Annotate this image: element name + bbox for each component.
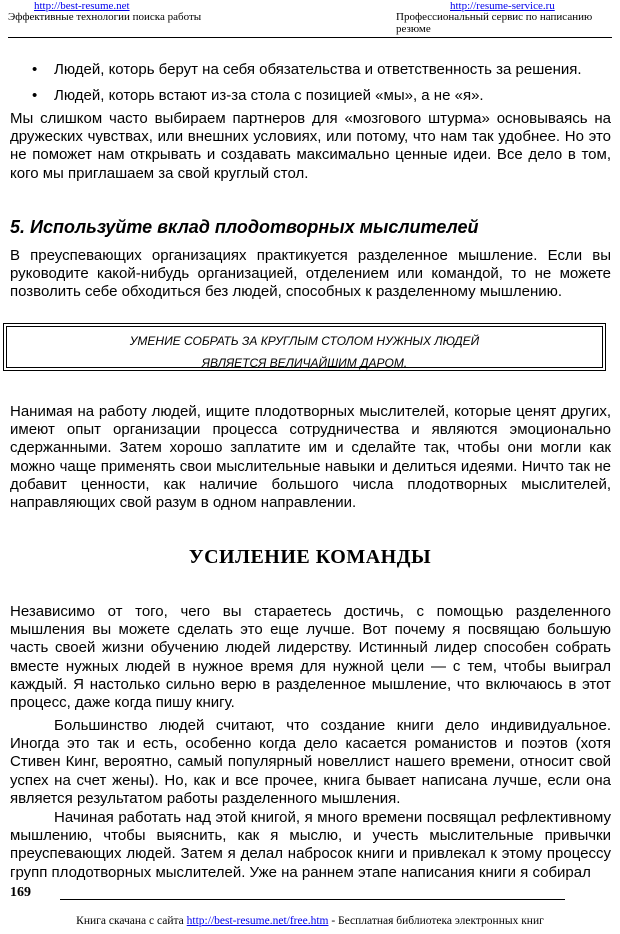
paragraph-hiring: Нанимая на работу людей, ищите плодотворных мыслителей, которые ценят других, имеют опыт организации процесса сотрудничества и являются эмоционально сдержанными. Затем хорошо заплатите им и сделайте так, чтобы они могли как можно чаще применять свои мыслительные навыки и делиться идеями. Ничто так не добавит ценности, как наличие большого числа плодотворных мыслителей, направляющих свой разум в одном направлении.	[10, 403, 611, 512]
footer-suffix: - Бесплатная библиотека электронных книг	[328, 915, 544, 927]
quote-box	[3, 323, 606, 371]
footer	[0, 915, 620, 927]
page-number: 169	[10, 885, 31, 900]
chapter-heading: УСИЛЕНИЕ КОМАНДЫ	[188, 546, 432, 568]
footer-prefix: Книга скачана с сайта	[76, 915, 187, 927]
paragraph-book: Большинство людей считают, что создание книги дело индивидуальное. Иногда это так и есть, особенно когда дело касается романистов и поэтов (хотя Стивен Кинг, вероятно, самый популярный новеллист нашего времени, относит свой успех на счет жены). Но, как и все прочее, книга бывает написана лучше, если она является результатом работы разделенного мышления.	[10, 717, 611, 807]
quote-line-1: УМЕНИЕ СОБРАТЬ ЗА КРУГЛЫМ СТОЛОМ НУЖНЫХ ЛЮДЕЙ	[129, 334, 480, 348]
paragraph-team: Независимо от того, чего вы стараетесь достичь, с помощью разделенного мышления вы можете сделать это еще лучше. Вот почему я посвящаю большую часть своей жизни обучению людей лидерству. Истинный лидер способен собрать вместе нужных людей в нужное время для нужной цели — с тем, чтобы выиграл каждый. Я настолько сильно верю в разделенное мышление, что включаюсь в этот процесс, даже когда пишу книгу.	[10, 603, 611, 712]
header-divider	[8, 37, 612, 38]
bullet-list	[10, 61, 611, 113]
footer-link[interactable]: http://best-resume.net/free.htm	[186, 915, 329, 927]
header-left-text: Эффективные технологии поиска работы	[8, 11, 202, 23]
bullet-item: • Людей, которь встают из-за стола с позицией «мы», а не «я».	[10, 87, 611, 105]
section-heading: 5. Используйте вклад плодотворных мыслителей	[10, 217, 479, 237]
footer-divider	[60, 899, 565, 900]
paragraph-intro: Мы слишком часто выбираем партнеров для «мозгового штурма» основываясь на дружеских чувствах, или внешних условиях, или потому, что нам так удобнее. Но это не поможет нам открывать и создавать максимально ценные идеи. Все дело в том, кого мы приглашаем за свой круглый стол.	[10, 110, 611, 182]
bullet-item: • Людей, которь берут на себя обязательства и ответственность за решения.	[10, 61, 611, 79]
header-right-text: Профессиональный сервис по написанию резюме	[396, 11, 593, 35]
header-left-link[interactable]: http://best-resume.net	[34, 0, 130, 12]
paragraph-section: В преуспевающих организациях практикуется разделенное мышление. Если вы руководите какой-нибудь организацией, отделением или командой, то не можете позволить себе обходиться без людей, способных к разделенному мышлению.	[10, 247, 611, 301]
quote-line-2: ЯВЛЯЕТСЯ ВЕЛИЧАЙШИМ ДАРОМ.	[201, 356, 408, 370]
paragraph-work: Начиная работать над этой книгой, я много времени посвящал рефлективному мышлению, чтобы выяснить, как я мыслю, и учесть мыслительные привычки преуспевающих людей. Затем я делал набросок книги и привлекал к этому процессу групп плодотворных мыслителей. Уже на раннем этапе написания книги я собирал	[10, 809, 611, 881]
header-right-link[interactable]: http://resume-service.ru	[450, 0, 555, 12]
